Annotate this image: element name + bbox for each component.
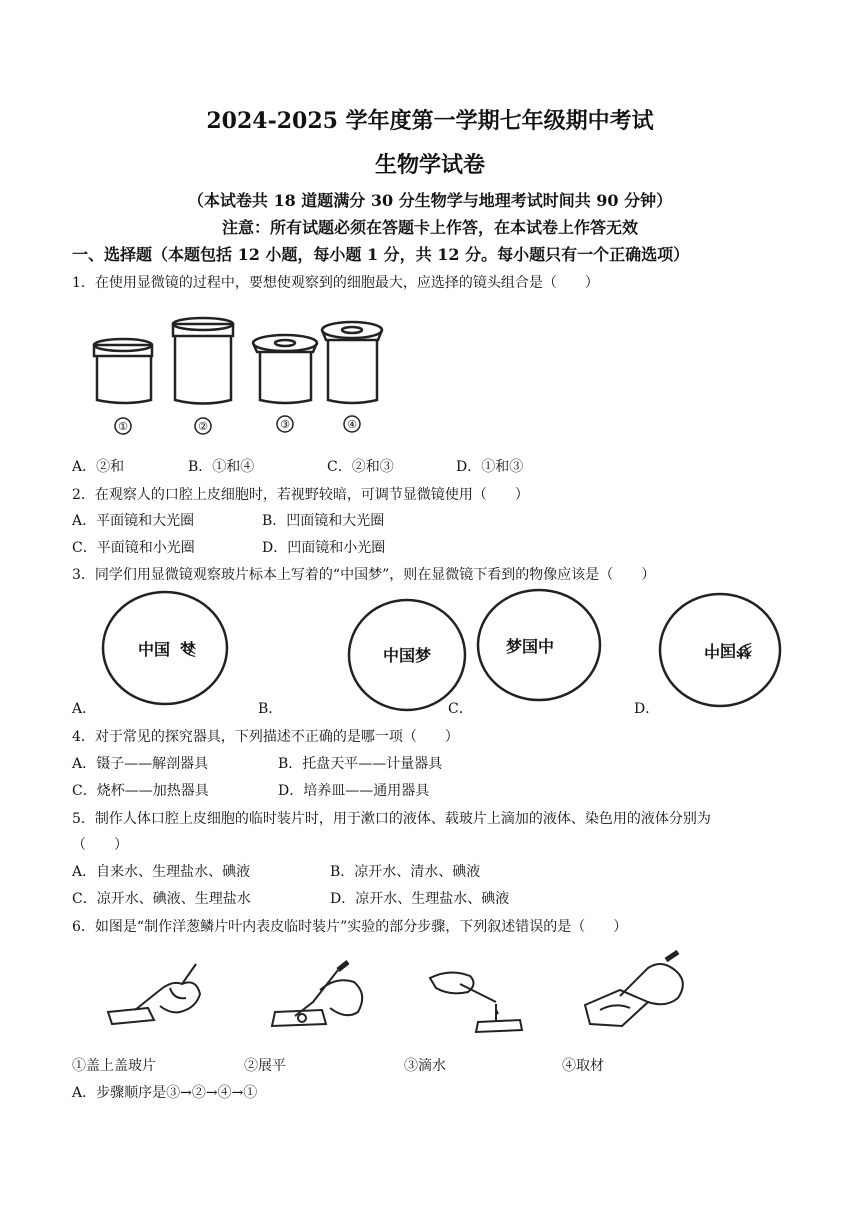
exam-title: 2024-2025 学年度第一学期七年级期中考试 [206, 108, 654, 134]
q3-image-a-mirrored-char: 梦 [179, 640, 197, 659]
lens-4 [322, 322, 382, 403]
q3-stem: 3．同学们用显微镜观察玻片标本上写着的“中国梦”，则在显微镜下看到的物像应该是（ ） [72, 567, 656, 583]
exam-subtitle: 生物学试卷 [374, 152, 485, 178]
q6-caption-3: ③滴水 [404, 1058, 446, 1074]
q3-option-d: D． [634, 701, 660, 717]
q5-option-b: B．凉开水、清水、碘液 [330, 864, 481, 880]
lens-3 [253, 335, 317, 403]
q3-image-c-text: 梦国中 [505, 637, 555, 656]
q1-option-a: A．②和 [72, 459, 125, 475]
lens-label-1: ① [118, 420, 128, 433]
q5-option-c: C．凉开水、碘液、生理盐水 [72, 891, 251, 907]
exam-notice: 注意：所有试题必须在答题卡上作答，在本试卷上作答无效 [221, 218, 638, 237]
lens-label-4: ④ [347, 418, 357, 431]
q6-caption-1: ①盖上盖玻片 [72, 1058, 156, 1074]
q1-lens-figure [85, 310, 405, 440]
q2-option-c: C．平面镜和小光圈 [72, 540, 195, 556]
q6-step-1-drawing [108, 964, 200, 1024]
q1-stem: 1．在使用显微镜的过程中，要想使观察到的细胞最大，应选择的镜头组合是（ ） [72, 275, 599, 291]
q4-option-d: D．培养皿——通用器具 [278, 783, 430, 799]
q2-option-a: A．平面镜和大光圈 [72, 513, 195, 529]
q1-option-b: B．①和④ [188, 459, 255, 475]
q3-image-a-text: 中国 [137, 640, 170, 659]
q6-stem: 6．如图是“制作洋葱鳞片叶内表皮临时装片”实验的部分步骤，下列叙述错误的是（ ） [72, 919, 628, 935]
q6-caption-2: ②展平 [244, 1058, 286, 1074]
q6-caption-4: ④取材 [562, 1058, 604, 1074]
q2-stem: 2．在观察人的口腔上皮细胞时，若视野较暗，可调节显微镜使用（ ） [72, 487, 529, 503]
q4-option-b: B．托盘天平——计量器具 [278, 756, 443, 772]
q3-image-b-text: 中国梦 [382, 646, 432, 665]
q5-option-d: D．凉开水、生理盐水、碘液 [330, 891, 510, 907]
section-heading: 一、选择题（本题包括 12 小题，每小题 1 分，共 12 分。每小题只有一个正确选项） [72, 245, 690, 264]
q5-stem: 5．制作人体口腔上皮细胞的临时装片时，用于漱口的液体、载玻片上滴加的液体、染色用的液体分别为 [72, 811, 711, 827]
q6-option-a: A．步骤顺序是③→②→④→① [72, 1085, 258, 1101]
q2-option-d: D．凹面镜和小光圈 [262, 540, 386, 556]
lens-2 [173, 318, 233, 404]
q3-option-a: A． [72, 701, 97, 717]
q5-option-a: A．自来水、生理盐水、碘液 [72, 864, 251, 880]
q3-option-c: C． [448, 701, 473, 717]
q5-stem-bracket: （ ） [72, 837, 128, 853]
q6-figure [100, 950, 700, 1045]
q6-step-3-drawing [430, 972, 522, 1032]
q4-stem: 4．对于常见的探究器具，下列描述不正确的是哪一项（ ） [72, 729, 459, 745]
lens-1 [94, 339, 152, 403]
exam-info: （本试卷共 18 道题满分 30 分生物学与地理考试时间共 90 分钟） [187, 191, 673, 210]
q4-option-c: C．烧杯——加热器具 [72, 783, 209, 799]
q3-figure [60, 590, 800, 720]
q6-step-4-drawing [585, 952, 683, 1026]
lens-label-2: ② [198, 420, 208, 433]
lens-label-3: ③ [280, 418, 290, 431]
q1-option-d: D．①和③ [456, 459, 524, 475]
q2-option-b: B．凹面镜和大光圈 [262, 513, 385, 529]
q1-option-c: C．②和③ [327, 459, 394, 475]
q6-step-2-drawing [272, 962, 362, 1026]
q3-option-b: B． [258, 701, 283, 717]
q4-option-a: A．镊子——解剖器具 [72, 756, 209, 772]
q3-image-d-text: 梦国中 [703, 641, 753, 660]
